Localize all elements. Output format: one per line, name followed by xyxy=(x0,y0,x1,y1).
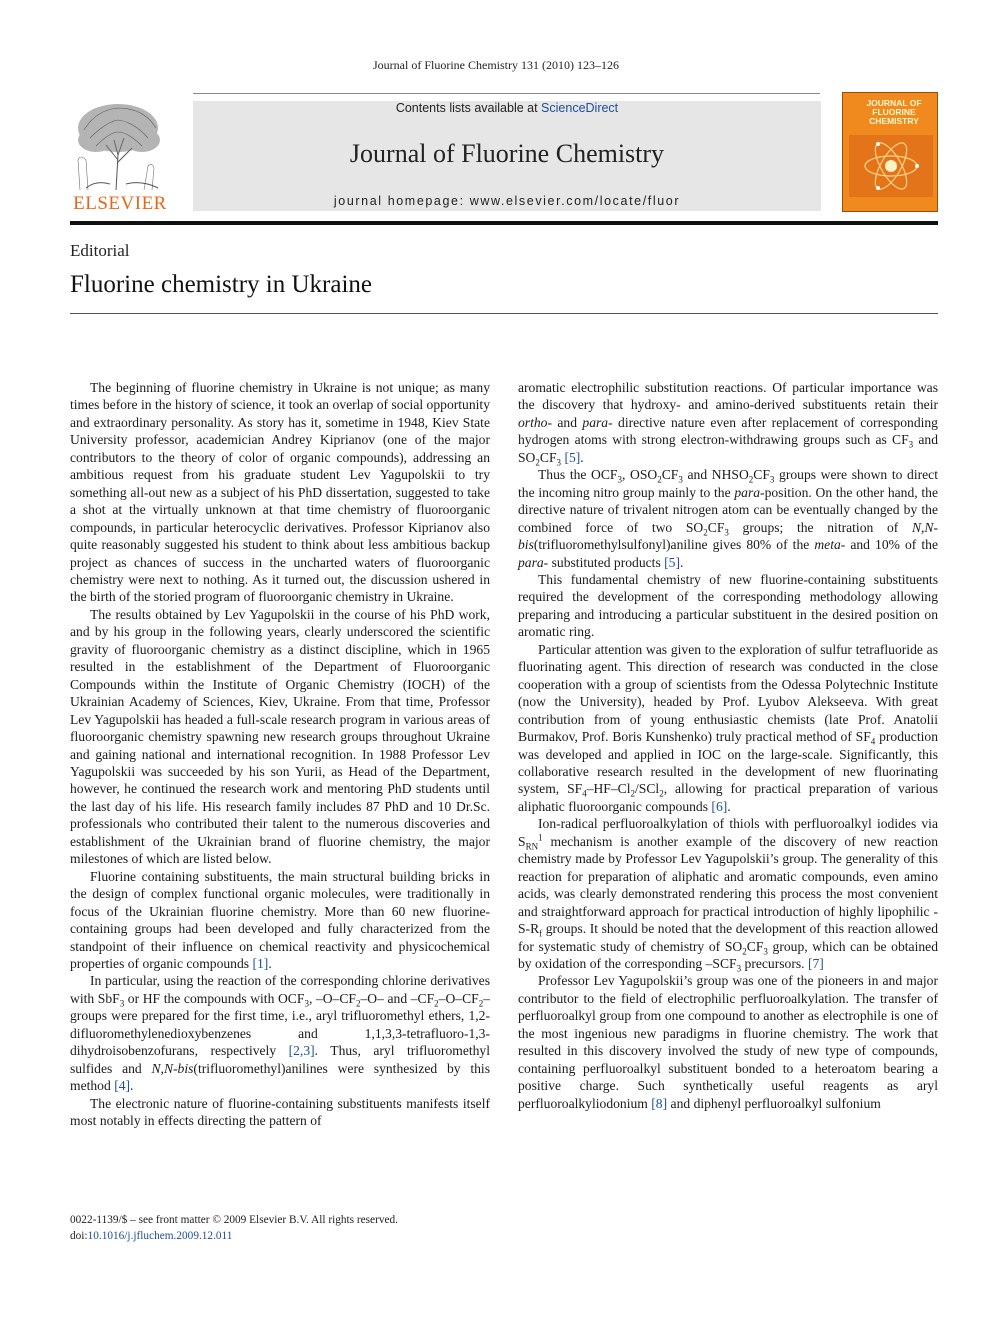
title-rule xyxy=(70,313,938,314)
journal-name: Journal of Fluorine Chemistry xyxy=(349,139,665,168)
journal-cover[interactable] xyxy=(842,92,938,212)
paragraph: Particular attention was given to the exploration of sulfur tetrafluoride as fluorinating agent. This direction of research was conducted in the close cooperation with a group of scientists from the Odessa Polytechnic Institute (now the University), headed by Prof. Lyubov Alekseeva. With great contribution from of young enthusiastic chemists (late Prof. Anatolii Burmakov, Prof. Boris Kunshenko) truly practical method of $SF_4$ production was developed and applied in IOC on the large-scale. Significantly, this collaborative research resulted in the development of new fluorinating system, $SF_4-HF-Cl_2/SCl_2$, allowing for practical preparation of various aliphatic fluoroorganic compounds [6]. xyxy=(518,641,938,814)
paragraph: Ion-radical perfluoroalkylation of thiols with perfluoroalkyl iodides via $S_{RN}^1$ mechanism is another example of the discovery of new reaction chemistry made by Professor Lev Yagupolskii’s group. The generality of this reaction for preparation of aliphatic and aromatic compounds, even amino acids, was clearly demonstrated rendering this process the most convenient and straightforward approach for practical introduction of highly lipophilic $-S-R_f$ groups. It should be noted that the development of this reaction allowed for systematic study of chemistry of $SO_2CF_3$ group, which can be obtained by oxidation of the corresponding $-SCF_3$ precursors. [7] xyxy=(518,816,938,974)
reference-link[interactable]: [6] xyxy=(711,798,728,814)
cover-title-line: CHEMISTRY xyxy=(869,116,919,126)
header-top-rule xyxy=(193,93,820,94)
tree-icon xyxy=(66,100,174,192)
contents-prefix: Contents lists available at xyxy=(395,101,542,115)
cover-title-line: FLUORINE xyxy=(872,107,916,117)
paragraph: Professor Lev Yagupolskii’s group was one of the pioneers in and major contributor to the field of electrophilic perfluoroalkylation. The transfer of perfluoroalkyl group from one compound to another as electrophile is one of the most ingenious new paradigms in fluorine chemistry. The work that resulted in this discovery involved the study of new type of compounds, containing perfluoroalkyl substituent bonded to a heteroatom bearing a positive charge. Such synthetically useful reagents as aryl perfluoroalkyliodonium [8] and diphenyl perfluoroalkyl sulfonium xyxy=(518,973,938,1111)
reference-link[interactable]: [5] xyxy=(664,554,680,570)
sciencedirect-link[interactable]: ScienceDirect xyxy=(541,101,619,115)
doi-line: doi:10.1016/j.jfluchem.2009.12.011 xyxy=(70,1230,233,1242)
cover-title xyxy=(851,99,937,126)
cover-title-line: JOURNAL OF xyxy=(866,98,922,108)
paragraph: This fundamental chemistry of new fluorine-containing substituents required the development of the corresponding methodology allowing preparing and introducing a particular substituent in the desired position on aromatic ring. xyxy=(518,571,938,640)
doi-link[interactable]: 10.1016/j.jfluchem.2009.12.011 xyxy=(87,1230,233,1242)
paragraph: Thus the $OCF_3$, $OSO_2CF_3$ and $NHSO_2CF_3$ groups were shown to direct the incoming nitro group mainly to the para-position. On the other hand, the directive nature of trivalent nitrogen atom can be eventually changed by the combined force of two $SO_2CF_3$ groups; the nitration of N,N-bis(trifluoromethylsulfonyl)aniline gives 80% of the meta- and 10% of the para- substituted products [5]. xyxy=(518,467,939,570)
paragraph: In particular, using the reaction of the corresponding chlorine derivatives with SbF$_3$ or HF the compounds with $OCF_3$, $-O-CF_2-O-$ and $-CF_2-O-CF_2-$ groups were prepared for the first time, i.e., aryl trifluoromethyl ethers, 1,2-difluoromethylenedioxybenzenes and 1,1,3,3-tetrafluoro-1,3-dihydroisobenzofurans, respectively [2,3]. Thus, aryl trifluoromethyl sulfides and N,N-bis(trifluoromethyl)anilines were synthesized by this method [4]. xyxy=(70,973,491,1094)
header-thick-rule xyxy=(70,221,938,225)
paragraph: The electronic nature of fluorine-containing substituents manifests itself most notably in effects directing the pattern of xyxy=(70,1095,490,1129)
paragraph: The results obtained by Lev Yagupolskii in the course of his PhD work, and by his group in the following years, clearly underscored the scientific gravity of fluoroorganic chemistry as a distinct discipline, which in 1965 resulted in the establishment of the Department of Fluoroorganic Compounds within the Institute of Organic Chemistry (IOCH) of the Ukrainian Academy of Sciences, Kiev, Ukraine. From that time, Professor Lev Yagupolskii has headed a full-scale research program in various areas of fluoroorganic chemistry spawning new research groups throughout Ukraine and gaining national and international recognition. In 1988 Professor Lev Yagupolskii was succeeded by his son Yurii, as Head of the Department, however, he continued the research work and mentoring PhD students until the last day of his life. His research family includes 87 PhD and 10 Dr.Sc. professionals who contributed their talent to the numerous discoveries and establishment of the Ukrainian brand of fluorine chemistry, the major milestones of which are listed below. xyxy=(70,606,490,867)
elsevier-wordmark: ELSEVIER xyxy=(73,193,167,214)
journal-homepage[interactable]: journal homepage: www.elsevier.com/locate/fluor xyxy=(333,194,681,208)
reference-link[interactable]: [2,3] xyxy=(288,1043,315,1059)
contents-availability xyxy=(193,101,821,115)
article-section: Editorial xyxy=(70,241,130,260)
article-title: Fluorine chemistry in Ukraine xyxy=(70,271,373,298)
reference-link[interactable]: [8] xyxy=(651,1095,668,1111)
reference-link[interactable]: [5] xyxy=(564,449,581,465)
paragraph: Fluorine containing substituents, the main structural building bricks in the design of complex functional organic molecules, were traditionally in focus of the Ukrainian fluorine chemistry. More than 60 new fluorine-containing groups had been developed and fully characterized from the standpoint of their influence on chemical reactivity and physicochemical properties of organic compounds [1]. xyxy=(70,868,490,971)
paragraph: aromatic electrophilic substitution reactions. Of particular importance was the discovery that hydroxy- and amino-derived substituents retain their ortho- and para- directive nature even after replacement of corresponding hydrogen atoms with strong electron-withdrawing groups such as $CF_3$ and $SO_2CF_3$ [5]. xyxy=(518,380,938,468)
left-column xyxy=(70,379,490,1129)
paragraph: The beginning of fluorine chemistry in Ukraine is not unique; as many times before in the history of science, it took an overlap of social opportunity and extraordinary personality. As story has it, sometime in 1948, Kiev State University professor, academician Andrey Kiprianov (one of the major contributors to the theory of color of organic compounds), addressing an ambitious request from his graduate student Lev Yagupolskii to try something all-out new as a subject of his PhD dissertation, suggested to take a shot at the virtually unknown at that time chemistry of fluoroorganic compounds, in particular heterocyclic derivatives. Professor Kiprianov also quite reasonably suggested his student to think about less ambitious backup project as chances of success in the uncharted waters of fluoroorganic chemistry were next to nothing. As it turned out, the discussion ushered in the birth of the storied program of fluoroorganic chemistry in Ukraine. xyxy=(70,380,490,605)
issn-line: 0022-1139/$ – see front matter © 2009 Elsevier B.V. All rights reserved. xyxy=(70,1214,398,1226)
elsevier-logo[interactable] xyxy=(66,100,174,215)
journal-banner xyxy=(193,101,821,211)
reference-link[interactable]: [1] xyxy=(252,955,269,971)
reference-link[interactable]: [4] xyxy=(114,1078,131,1094)
reference-link[interactable]: [7] xyxy=(807,955,824,971)
journal-citation: Journal of Fluorine Chemistry 131 (2010) 123–126 xyxy=(373,58,619,72)
footer xyxy=(70,1212,398,1244)
right-column xyxy=(518,379,938,1112)
